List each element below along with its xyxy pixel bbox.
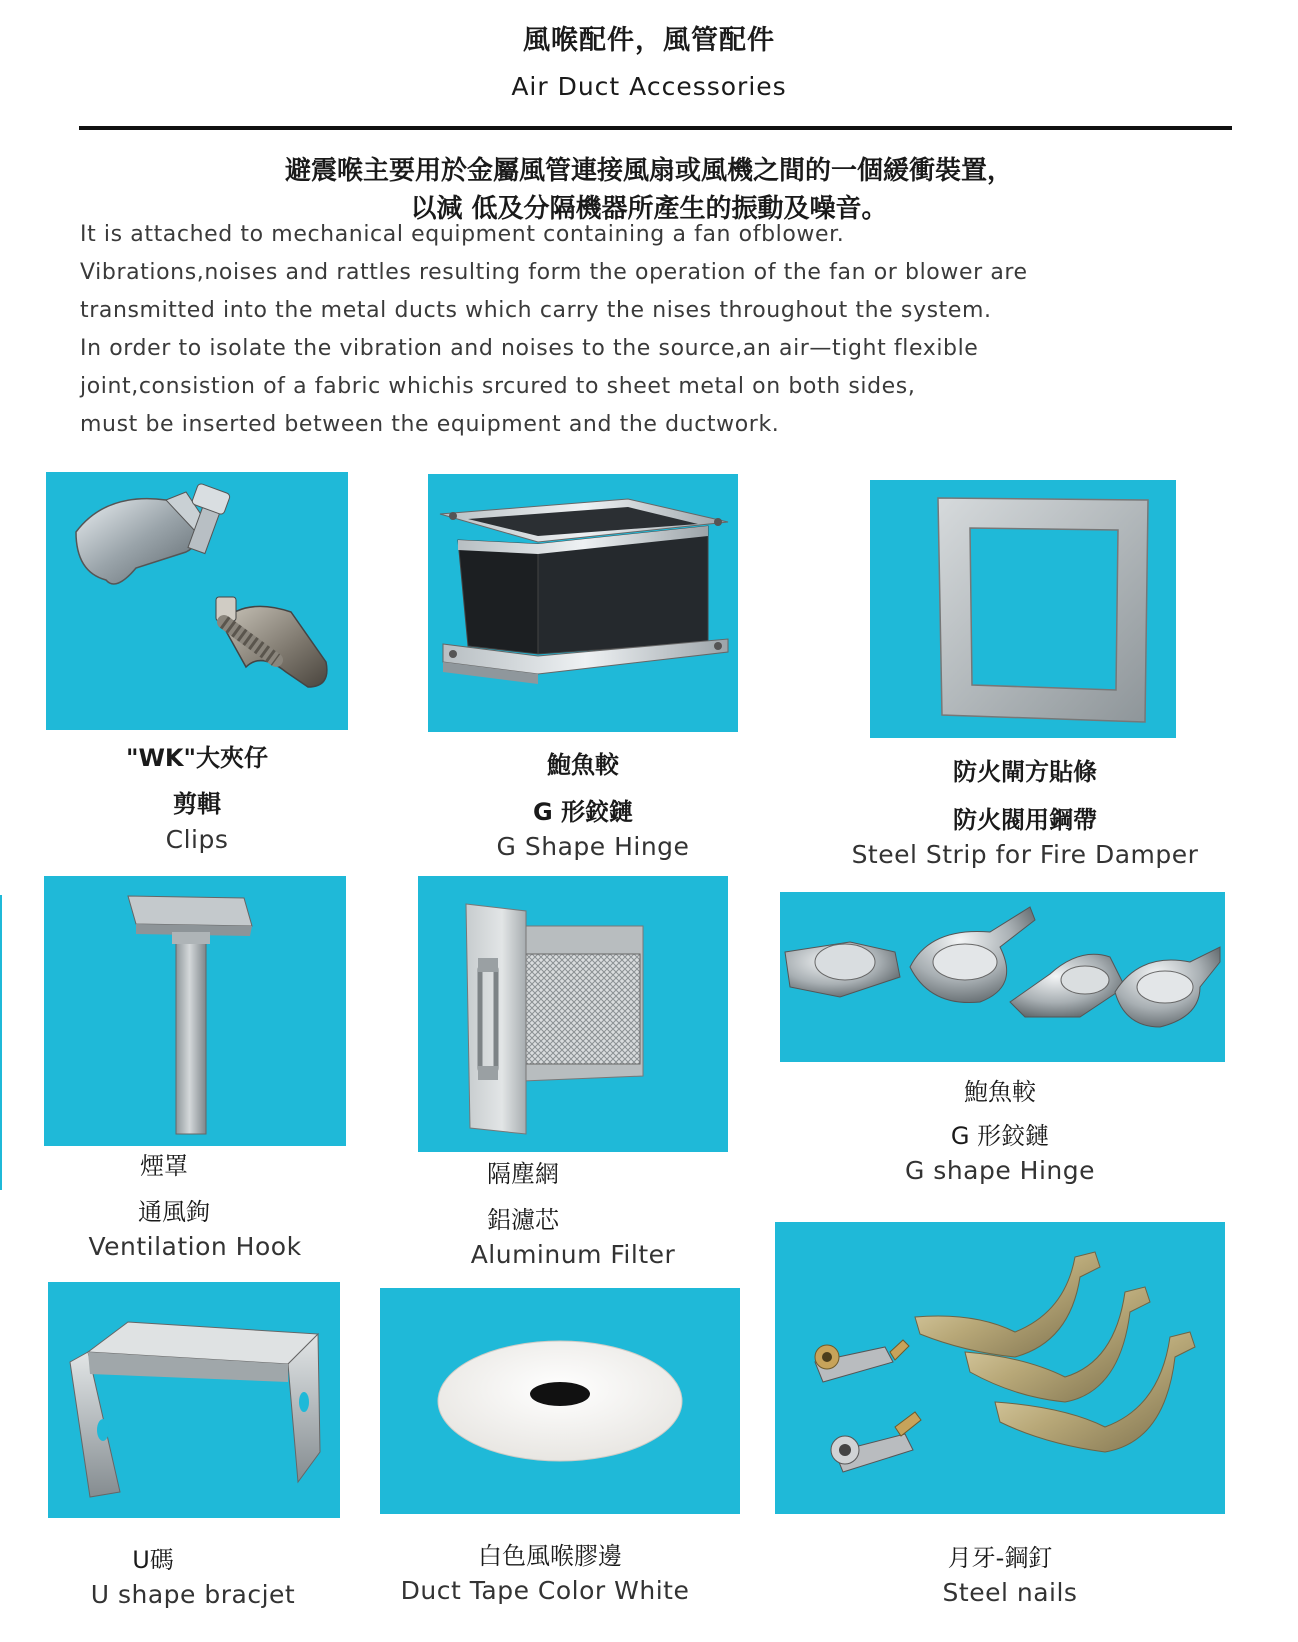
duct-tape-roll-icon (380, 1288, 740, 1514)
aluminum-filter-icon (418, 876, 728, 1152)
product-caption-en: G Shape Hinge (496, 832, 690, 861)
product-caption-zh: 鋁濾芯 (487, 1206, 559, 1234)
product-photo-duct-tape (380, 1288, 740, 1514)
product-caption-zh: 防火閥用鋼帶 (953, 806, 1097, 834)
intro-zh-line: 避震喉主要用於金屬風管連接風扇或風機之間的一個緩衝裝置， (284, 156, 1013, 186)
product-caption-zh: 剪輯 (173, 790, 221, 818)
product-caption-zh: U碼 (132, 1546, 174, 1574)
product-caption-en: U shape bracjet (90, 1580, 296, 1609)
product-photo-clips (46, 472, 348, 730)
product-caption-zh: 白色風喉膠邊 (478, 1542, 622, 1570)
page-subtitle: Air Duct Accessories (511, 72, 787, 101)
product-caption-zh: "WK"大夾仔 (125, 744, 269, 772)
flexible-duct-connector-icon (428, 474, 738, 732)
product-caption-en: G shape Hinge (904, 1156, 1096, 1185)
product-caption-zh: 通風鉤 (138, 1198, 210, 1226)
ventilation-hook-icon (44, 876, 346, 1146)
product-caption-zh: 防火閘方貼條 (953, 758, 1097, 786)
product-caption-zh: G 形鉸鏈 (950, 1122, 1050, 1150)
product-caption-en: Duct Tape Color White (400, 1576, 690, 1605)
intro-zh-line: 以減 低及分隔機器所產生的振動及噪音。 (410, 194, 888, 224)
intro-en-line: In order to isolate the vibration and noises to the source,an air—tight flexible (80, 336, 979, 361)
product-photo-g-shape-hinge (428, 474, 738, 732)
page-edge-strip (0, 895, 2, 1190)
steel-nails-icon (775, 1222, 1225, 1514)
product-caption-en: Clips (165, 825, 229, 854)
product-caption-zh: 隔塵網 (487, 1160, 559, 1188)
product-photo-g-shape-hinge (780, 892, 1225, 1062)
product-caption-zh: 煙罩 (140, 1152, 188, 1180)
product-caption-en: Aluminum Filter (470, 1240, 676, 1269)
intro-en-line: must be inserted between the equipment and the ductwork. (80, 412, 780, 437)
intro-en-line: Vibrations,noises and rattles resulting form the operation of the fan or blower are (80, 260, 1028, 285)
product-photo-steel-strip (870, 480, 1176, 738)
product-caption-zh: 鮑魚較 (547, 751, 619, 779)
product-photo-ventilation-hook (44, 876, 346, 1146)
intro-en-line: joint,consistion of a fabric whichis srcured to sheet metal on both sides, (80, 374, 916, 399)
title-divider (79, 126, 1232, 130)
clips-icon (46, 472, 348, 730)
product-caption-en: Ventilation Hook (88, 1232, 302, 1261)
product-caption-zh: 鮑魚較 (964, 1078, 1036, 1106)
product-photo-steel-nails (775, 1222, 1225, 1514)
product-caption-zh: 月牙-鋼釘 (947, 1544, 1053, 1572)
g-shape-hinge-icon (780, 892, 1225, 1062)
product-caption-zh: G 形鉸鏈 (532, 798, 634, 826)
product-photo-u-shape-bracket (48, 1282, 340, 1518)
product-photo-aluminum-filter (418, 876, 728, 1152)
u-shape-bracket-icon (48, 1282, 340, 1518)
intro-en-line: transmitted into the metal ducts which carry the nises throughout the system. (80, 298, 992, 323)
product-caption-en: Steel Strip for Fire Damper (851, 840, 1199, 869)
product-caption-en: Steel nails (942, 1578, 1078, 1607)
intro-en-line: It is attached to mechanical equipment containing a fan ofblower. (80, 222, 845, 247)
page-title: 風喉配件，風管配件 (523, 25, 775, 56)
steel-strip-frame-icon (870, 480, 1176, 738)
